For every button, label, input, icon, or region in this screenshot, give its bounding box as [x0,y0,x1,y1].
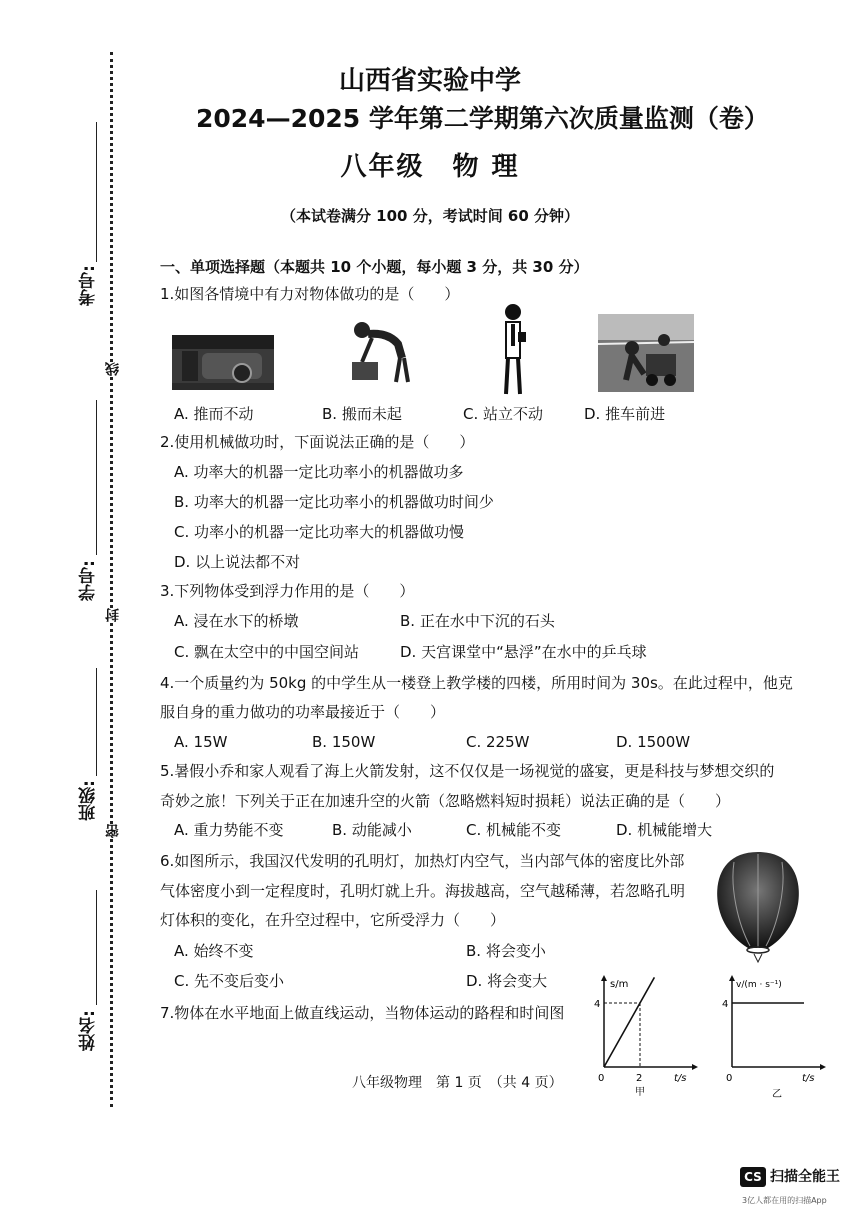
graph-yi-x-arrow [820,1064,826,1070]
page-footer: 八年级物理 第 1 页 （共 4 页） [352,1075,563,1091]
graph-yi-ylabel: v/(m · s⁻¹) [736,980,782,990]
q4-option-b: B. 150W [312,733,376,751]
q4-option-c: C. 225W [466,733,530,751]
q4-stem-line2: 服自身的重力做功的功率最接近于（ ） [160,703,446,721]
q2-option-b: B. 功率大的机器一定比功率小的机器做功时间少 [174,493,494,511]
camscanner-tagline: 3亿人都在用的扫描App [742,1196,827,1205]
graph-yi-caption: 乙 [772,1089,782,1100]
q6-stem-line2: 气体密度小到一定程度时，孔明灯就上升。海拔越高，空气越稀薄，若忽略孔明 [160,882,686,900]
q4-stem-line1: 4.一个质量约为 50kg 的中学生从一楼登上教学楼的四楼，所用时间为 30s。在此过程中，他克 [160,674,793,692]
name-label: 姓名: [79,1010,99,1051]
q6-stem-line1: 6.如图所示，我国汉代发明的孔明灯，加热灯内空气，当内部气体的密度比外部 [160,852,685,870]
q2-option-d: D. 以上说法都不对 [174,553,301,571]
graph-yi-xlabel: t/s [802,1073,815,1084]
q5-option-b: B. 动能减小 [332,821,412,839]
seal-mark-seal: 封 [105,608,121,622]
school-title: 山西省实验中学 [338,66,521,96]
graph-jia-x-tick: 2 [636,1073,643,1084]
graph-yi-origin: 0 [726,1073,733,1084]
q1-image-push-car [172,335,274,390]
camscanner-logo-badge: CS [740,1167,766,1187]
graph-jia-origin: 0 [598,1073,605,1084]
seal-mark-line: 线 [105,362,121,376]
graph-yi-y-tick: 4 [722,999,729,1010]
q3-option-d: D. 天宫课堂中“悬浮”在水中的乒乓球 [400,643,647,661]
graph-yi-y-arrow [729,975,735,981]
q6-option-c: C. 先不变后变小 [174,972,285,990]
q2-stem: 2.使用机械做功时，下面说法正确的是（ ） [160,433,475,451]
graph-jia-x-arrow [692,1064,698,1070]
term-title: 2024—2025 学年第二学期第六次质量监测（卷） [196,104,769,133]
q3-option-c: C. 飘在太空中的中国空间站 [174,643,360,661]
q1-option-b: B. 搬而未起 [322,405,402,423]
q6-stem-line3: 灯体积的变化，在升空过程中，它所受浮力（ ） [160,911,506,929]
q3-option-b: B. 正在水中下沉的石头 [400,612,555,630]
graph-jia [590,975,700,1100]
graph-jia-xlabel: t/s [674,1073,687,1084]
q5-option-d: D. 机械能增大 [616,821,713,839]
q1-option-c: C. 站立不动 [463,405,544,423]
q1-image-standing [496,302,530,396]
q6-option-b: B. 将会变小 [466,942,546,960]
seal-mark-secret: 密 [105,824,121,838]
graph-jia-caption: 甲 [635,1087,645,1098]
student-no-label: 学号: [79,560,99,601]
q2-option-c: C. 功率小的机器一定比功率大的机器做功慢 [174,523,465,541]
exam-no-label: 考号: [79,265,99,306]
graph-jia-ylabel: s/m [610,979,629,990]
q1-option-a: A. 推而不动 [174,405,254,423]
q6-sky-lantern-image [714,848,802,966]
q5-stem-line1: 5.暑假小乔和家人观看了海上火箭发射，这不仅仅是一场视觉的盛宴，更是科技与梦想交织的 [160,762,775,780]
student-no-blank [96,400,97,555]
q6-option-d: D. 将会变大 [466,972,548,990]
camscanner-app-name: 扫描全能王 [770,1169,840,1185]
q3-option-a: A. 浸在水下的桥墩 [174,612,299,630]
q2-option-a: A. 功率大的机器一定比功率小的机器做功多 [174,463,464,481]
graph-jia-y-arrow [601,975,607,981]
q3-stem: 3.下列物体受到浮力作用的是（ ） [160,582,415,600]
graph-jia-y-tick: 4 [594,999,601,1010]
q4-option-d: D. 1500W [616,733,691,751]
class-label: 班级: [79,780,99,821]
subject-title: 八年级 物 理 [340,152,520,182]
class-blank [96,668,97,776]
name-blank [96,890,97,1005]
graph-yi [718,975,828,1100]
section-heading: 一、单项选择题（本题共 10 个小题，每小题 3 分，共 30 分） [160,258,589,276]
q5-stem-line2: 奇妙之旅！下列关于正在加速升空的火箭（忽略燃料短时损耗）说法正确的是（ ） [160,792,731,810]
q1-option-d: D. 推车前进 [584,405,666,423]
q4-option-a: A. 15W [174,733,228,751]
q5-option-a: A. 重力势能不变 [174,821,284,839]
q5-option-c: C. 机械能不变 [466,821,562,839]
exam-no-blank [96,122,97,262]
q7-stem: 7.物体在水平地面上做直线运动，当物体运动的路程和时间图 [160,1004,565,1022]
graph-jia-series-line [604,977,654,1067]
q6-option-a: A. 始终不变 [174,942,254,960]
exam-note: （本试卷满分 100 分，考试时间 60 分钟） [280,207,580,225]
q1-stem: 1.如图各情境中有力对物体做功的是（ ） [160,285,460,303]
q1-image-lift-box [348,318,414,386]
q1-image-push-cart [598,314,694,392]
